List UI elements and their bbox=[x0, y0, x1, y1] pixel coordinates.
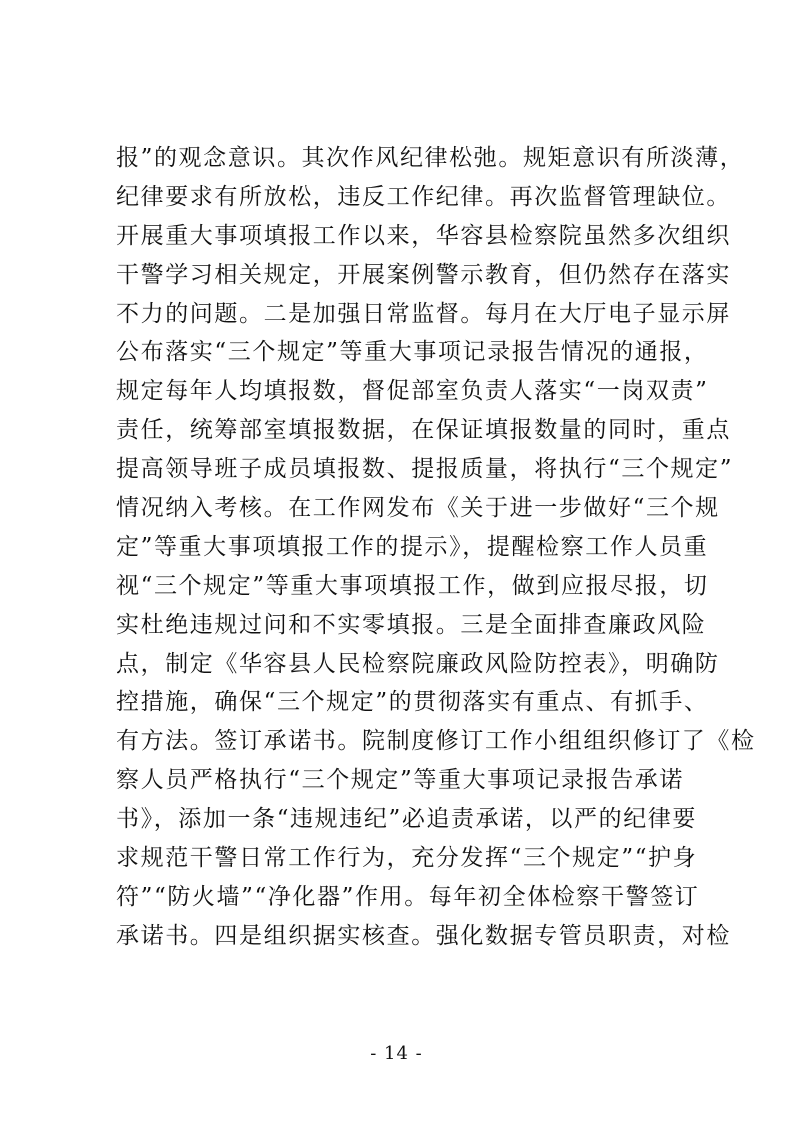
text-line: 承诺书。四是组织据实核查。强化数据专管员职责，对检 bbox=[116, 922, 731, 949]
text-line: 规定每年人均填报数，督促部室负责人落实“一岗双责” bbox=[116, 378, 709, 405]
text-line: 不力的问题。二是加强日常监督。每月在大厅电子显示屏 bbox=[116, 300, 731, 327]
text-line: 书》，添加一条“违规违纪”必追责承诺，以严的纪律要 bbox=[116, 806, 698, 833]
text-line: 报”的观念意识。其次作风纪律松弛。规矩意识有所淡薄， bbox=[116, 145, 745, 171]
text-line: 公布落实“三个规定”等重大事项记录报告情况的通报， bbox=[116, 339, 709, 366]
text-line: 提高领导班子成员填报数、提报质量，将执行“三个规定” bbox=[116, 456, 734, 483]
text-line: 察人员严格执行“三个规定”等重大事项记录报告承诺 bbox=[116, 767, 684, 794]
text-line: 定”等重大事项填报工作的提示》，提醒检察工作人员重 bbox=[116, 533, 709, 560]
text-line: 求规范干警日常工作行为，充分发挥“三个规定”“护身 bbox=[116, 845, 698, 872]
text-line: 开展重大事项填报工作以来，华容县检察院虽然多次组织 bbox=[116, 222, 731, 249]
text-line: 纪律要求有所放松，违反工作纪律。再次监督管理缺位。 bbox=[116, 183, 731, 210]
text-line: 控措施，确保“三个规定”的贯彻落实有重点、有抓手、 bbox=[116, 689, 709, 716]
page-number: - 14 - bbox=[370, 1043, 423, 1064]
text-line: 责任，统筹部室填报数据，在保证填报数量的同时，重点 bbox=[116, 417, 731, 444]
text-line: 实杜绝违规过问和不实零填报。三是全面排查廉政风险 bbox=[116, 611, 707, 638]
text-line: 情况纳入考核。在工作网发布《关于进一步做好“三个规 bbox=[116, 495, 720, 522]
text-line: 符”“防火墙”“净化器”作用。每年初全体检察干警签订 bbox=[116, 883, 700, 910]
text-line: 点，制定《华容县人民检察院廉政风险防控表》，明确防 bbox=[116, 650, 720, 677]
text-line: 干警学习相关规定，开展案例警示教育，但仍然存在落实 bbox=[116, 261, 731, 288]
text-line: 视“三个规定”等重大事项填报工作，做到应报尽报，切 bbox=[116, 572, 709, 599]
text-line: 有方法。签订承诺书。院制度修订工作小组组织修订了《检 bbox=[116, 728, 756, 755]
body-text bbox=[116, 139, 756, 956]
